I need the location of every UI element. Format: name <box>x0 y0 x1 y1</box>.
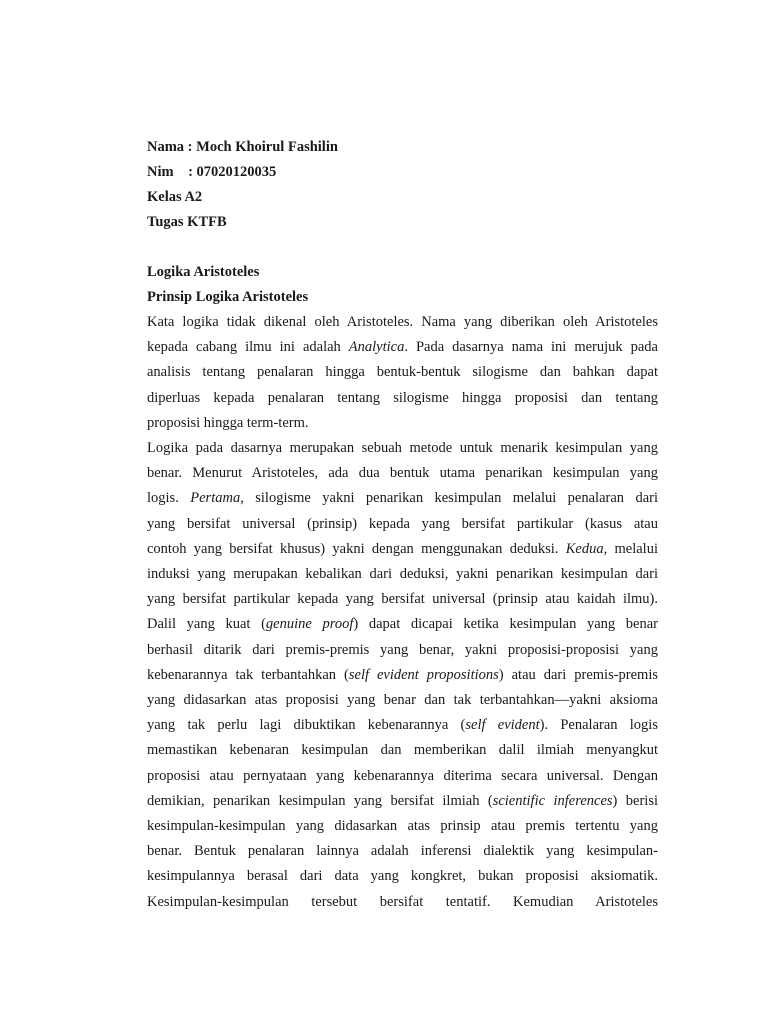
paragraph-2-line: contoh yang bersifat khusus) yakni dengan menggunakan deduksi. Kedua, melalui <box>147 540 658 557</box>
paragraph-2-line: berhasil ditarik dari premis-premis yang benar, yakni proposisi-proposisi yang <box>147 641 658 658</box>
paragraph-1-line: kepada cabang ilmu ini adalah Analytica. Pada dasarnya nama ini merujuk pada <box>147 339 658 356</box>
paragraph-2-line: benar. Menurut Aristoteles, ada dua bentuk utama penarikan kesimpulan yang <box>147 465 658 482</box>
student-nim: Nim : 07020120035 <box>147 164 277 180</box>
paragraph-1-line: proposisi hingga term-term. <box>147 414 309 431</box>
paragraph-1 <box>147 310 658 436</box>
paragraph-1-line: analisis tentang penalaran hingga bentuk-bentuk silogisme dan bahkan dapat <box>147 364 658 381</box>
paragraph-2-line: yang bersifat partikular kepada yang bersifat universal (prinsip atau kaidah ilmu). <box>147 591 658 608</box>
paragraph-2-line: benar. Bentuk penalaran lainnya adalah inferensi dialektik yang kesimpulan- <box>147 843 658 860</box>
section-heading: Prinsip Logika Aristoteles <box>147 289 309 305</box>
paragraph-2-line: Kesimpulan-kesimpulan tersebut bersifat tentatif. Kemudian Aristoteles <box>147 893 658 910</box>
paragraph-2 <box>147 436 658 915</box>
student-class: Kelas A2 <box>147 189 203 205</box>
italic-term: Analytica <box>348 339 405 356</box>
paragraph-1-line: diperluas kepada penalaran tentang silogisme hingga proposisi dan tentang <box>147 389 658 406</box>
document-title: Logika Aristoteles <box>147 264 260 280</box>
paragraph-2-line: Logika pada dasarnya merupakan sebuah metode untuk menarik kesimpulan yang <box>147 440 658 457</box>
paragraph-2-line: memastikan kebenaran kesimpulan dan memberikan dalil ilmiah menyangkut <box>147 742 658 759</box>
italic-term: self evident propositions <box>348 666 499 683</box>
student-name: Nama : Moch Khoirul Fashilin <box>147 139 338 155</box>
assignment-label: Tugas KTFB <box>147 214 227 230</box>
italic-term: self evident <box>465 717 540 734</box>
paragraph-2-line: yang bersifat universal (prinsip) kepada yang bersifat partikular (kasus atau <box>147 515 658 532</box>
paragraph-2-line: yang tak perlu lagi dibuktikan kebenarannya (self evident). Penalaran logis <box>147 717 658 734</box>
italic-term: scientific inferences <box>492 792 613 809</box>
italic-term: Kedua <box>565 540 604 557</box>
blank-line <box>147 235 658 260</box>
paragraph-2-line: demikian, penarikan kesimpulan yang bersifat ilmiah (scientific inferences) berisi <box>147 792 658 809</box>
paragraph-2-line: Dalil yang kuat (genuine proof) dapat dicapai ketika kesimpulan yang benar <box>147 616 658 633</box>
paragraph-2-line: proposisi atau pernyataan yang kebenarannya diterima secara universal. Dengan <box>147 767 658 784</box>
italic-term: Pertama <box>190 490 241 507</box>
paragraph-2-line: induksi yang merupakan kebalikan dari deduksi, yakni penarikan kesimpulan dari <box>147 566 658 583</box>
document-page <box>147 135 658 915</box>
paragraph-2-line: logis. Pertama, silogisme yakni penarikan kesimpulan melalui penalaran dari <box>147 490 659 507</box>
paragraph-2-line: kesimpulan-kesimpulan yang didasarkan atas prinsip atau premis tertentu yang <box>147 818 658 835</box>
paragraph-2-line: kebenarannya tak terbantahkan (self evident propositions) atau dari premis-premis <box>147 666 658 683</box>
paragraph-2-line: kesimpulannya berasal dari data yang kongkret, bukan proposisi aksiomatik. <box>147 868 658 885</box>
paragraph-2-line: yang didasarkan atas proposisi yang benar dan tak terbantahkan—yakni aksioma <box>147 692 658 709</box>
italic-term: genuine proof <box>265 616 354 633</box>
paragraph-1-line: Kata logika tidak dikenal oleh Aristoteles. Nama yang diberikan oleh Aristoteles <box>147 314 658 330</box>
